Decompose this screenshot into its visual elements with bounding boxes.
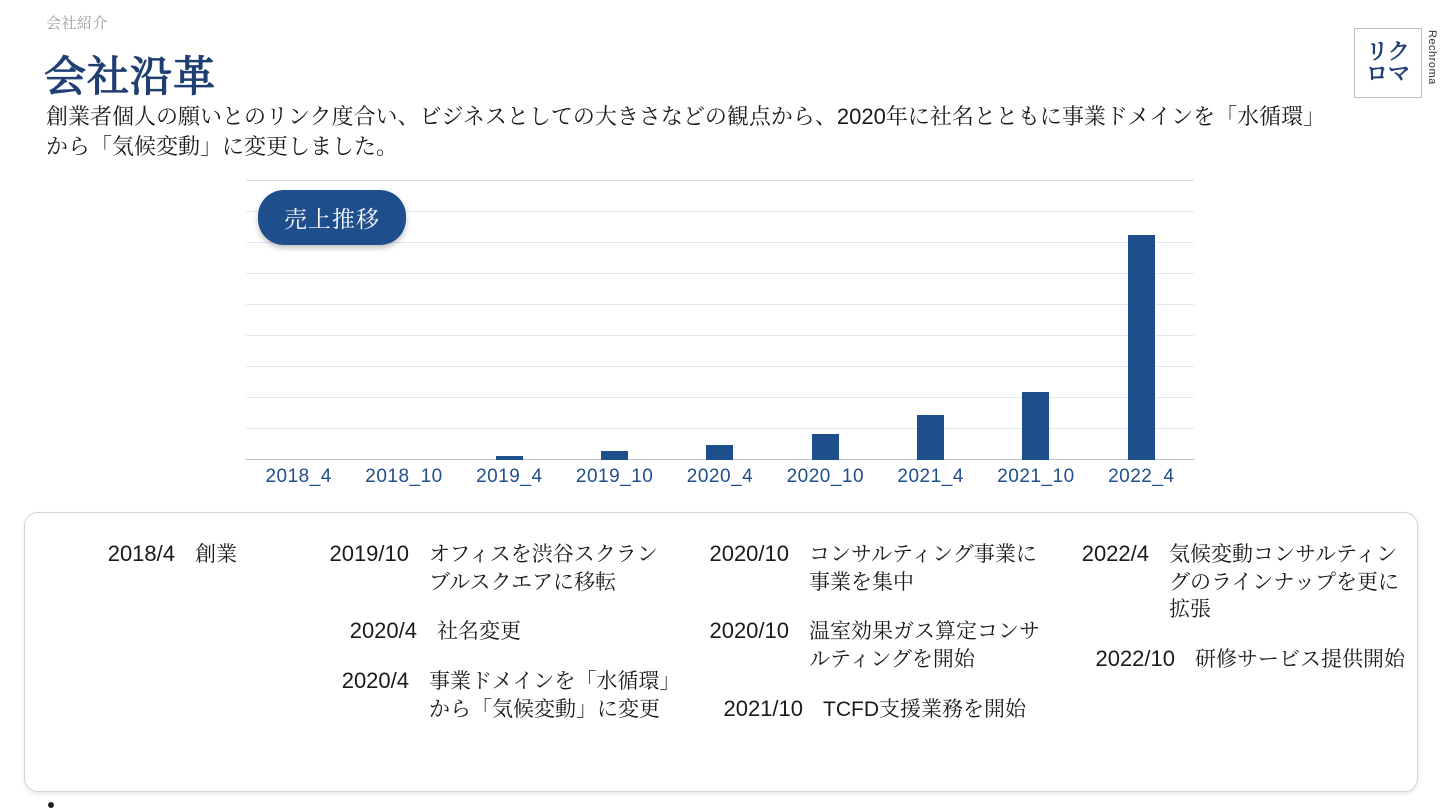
timeline-columns	[25, 513, 1417, 791]
timeline-column	[25, 541, 295, 791]
bar-slot	[570, 180, 660, 460]
timeline-entry	[313, 618, 675, 646]
timeline-card	[24, 512, 1418, 792]
chart-title-badge: 売上推移	[258, 190, 406, 245]
bar	[917, 415, 944, 460]
timeline-entry-description: 創業	[195, 543, 237, 566]
bar-slot	[780, 180, 870, 460]
timeline-entry-description: 社名変更	[437, 620, 521, 644]
timeline-entry-date: 2022/4	[1081, 541, 1149, 566]
x-axis-label: 2021_4	[897, 466, 964, 487]
eyebrow-label: 会社紹介	[46, 15, 109, 32]
timeline-entry-date: 2020/4	[341, 668, 409, 694]
timeline-entry-description: 研修サービス提供開始	[1195, 648, 1405, 672]
logo-mark-text: リク ロマ	[1365, 39, 1410, 86]
timeline-column	[295, 541, 675, 791]
timeline-entry	[699, 618, 1055, 673]
company-logo	[1354, 28, 1422, 98]
bar	[601, 451, 628, 460]
x-axis-label: 2018_10	[365, 466, 443, 487]
timeline-entry	[1077, 646, 1417, 674]
timeline-entry	[313, 541, 675, 596]
bar	[1022, 392, 1049, 460]
x-axis-label: 2020_10	[786, 466, 865, 487]
timeline-entry-description: 温室効果ガス算定コンサルティングを開始	[809, 620, 1040, 672]
footer-bullet-dot	[48, 802, 54, 808]
timeline-entry	[699, 541, 1055, 596]
x-axis-label: 2019_4	[476, 466, 543, 487]
x-axis-label: 2021_10	[997, 466, 1075, 487]
logo-wordmark: Rechroma	[1426, 30, 1438, 85]
bar-slot	[886, 180, 976, 460]
bar	[706, 445, 733, 460]
timeline-entry-description: TCFD支援業務を開始	[823, 697, 1026, 721]
timeline-entry-description: 事業ドメインを「水循環」から「気候変動」に変更	[429, 670, 670, 721]
timeline-entry	[699, 696, 1055, 724]
bar	[812, 434, 839, 460]
timeline-column	[675, 541, 1055, 791]
timeline-entry-date: 2022/10	[1095, 646, 1175, 672]
timeline-entry	[313, 668, 675, 723]
bar-slot	[1096, 180, 1186, 460]
page-title: 会社沿革	[44, 53, 217, 100]
timeline-entry-date: 2019/10	[329, 541, 409, 566]
bar	[1128, 235, 1155, 460]
timeline-entry	[1077, 541, 1417, 624]
x-axis-label: 2020_4	[686, 466, 754, 487]
timeline-entry-date: 2021/10	[723, 695, 803, 721]
bar-slot	[991, 180, 1081, 460]
timeline-entry-description: コンサルティング事業に事業を集中	[809, 543, 1037, 594]
x-axis-label: 2019_10	[575, 466, 654, 487]
x-axis-label: 2022_4	[1108, 466, 1175, 487]
lead-paragraph: 創業者個人の願いとのリンク度合い、ビジネスとしての大きさなどの観点から、2020年に社名とともに事業ドメインを「水循環」から「気候変動」に変更しました。	[46, 104, 1326, 159]
timeline-entry-date: 2020/10	[709, 618, 789, 644]
timeline-column	[1055, 541, 1417, 791]
timeline-entry-description: オフィスを渋谷スクランブルスクエアに移転	[429, 543, 658, 594]
x-axis-labels	[246, 466, 1194, 488]
timeline-entry-description: 気候変動コンサルティングのラインナップを更に拡張	[1169, 543, 1399, 622]
x-axis-label: 2018_4	[265, 466, 332, 487]
bar-slot	[675, 180, 765, 460]
timeline-entry	[69, 541, 295, 569]
timeline-entry-date: 2018/4	[107, 541, 175, 566]
bar-slot	[464, 180, 554, 460]
bar	[496, 456, 523, 460]
timeline-entry-date: 2020/4	[349, 618, 417, 644]
timeline-entry-date: 2020/10	[709, 541, 789, 566]
